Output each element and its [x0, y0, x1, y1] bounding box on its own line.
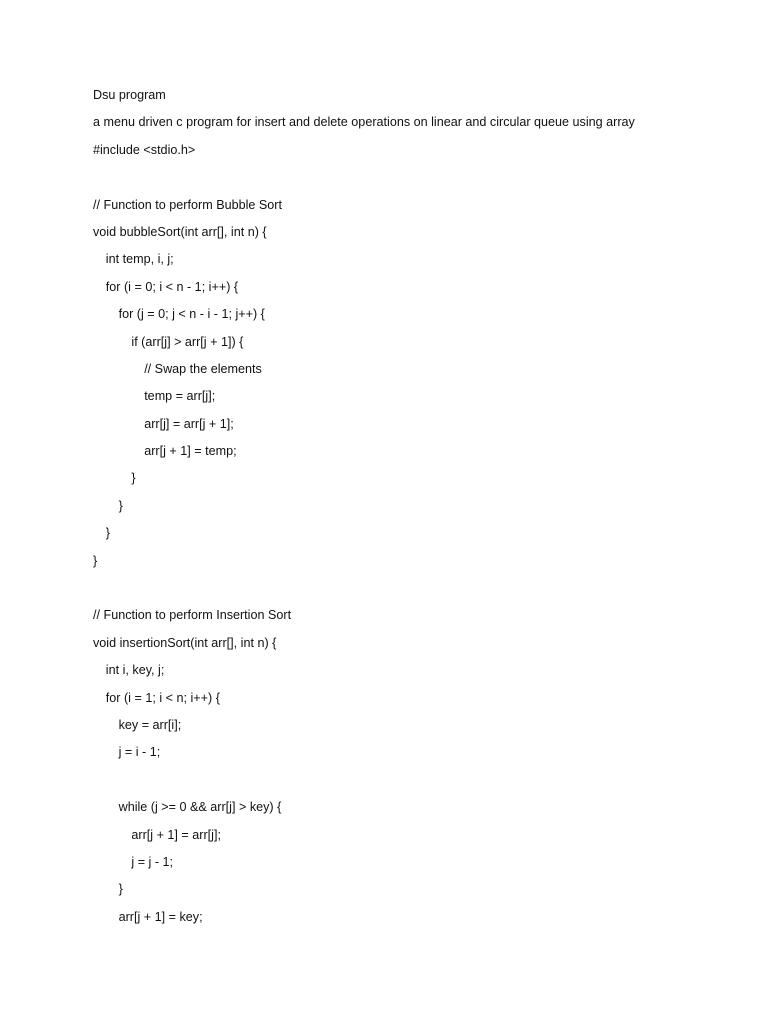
- text-line: j = i - 1;: [118, 745, 161, 760]
- text-line: for (i = 0; i < n - 1; i++) {: [105, 279, 239, 294]
- text-line: arr[j] = arr[j + 1];: [144, 416, 234, 431]
- text-line: // Function to perform Insertion Sort: [93, 608, 292, 623]
- blank-line: [93, 575, 733, 602]
- text-line: if (arr[j] > arr[j + 1]) {: [131, 334, 244, 349]
- blank-line: [93, 767, 733, 794]
- text-line: arr[j + 1] = temp;: [144, 444, 237, 459]
- text-line: }: [131, 471, 136, 486]
- text-line: #include <stdio.h>: [93, 142, 196, 157]
- text-line: arr[j + 1] = key;: [118, 909, 203, 924]
- text-line: for (j = 0; j < n - i - 1; j++) {: [118, 307, 265, 322]
- text-line: a menu driven c program for insert and delete operations on linear and circular queue using array: [93, 115, 635, 130]
- text-line: void insertionSort(int arr[], int n) {: [93, 635, 277, 650]
- text-line: j = j - 1;: [131, 854, 174, 869]
- text-line: }: [118, 498, 123, 513]
- blank-line: [93, 164, 733, 191]
- text-line: }: [105, 526, 111, 541]
- text-line: }: [118, 882, 123, 897]
- text-line: // Function to perform Bubble Sort: [93, 197, 282, 212]
- text-line: // Swap the elements: [144, 361, 262, 376]
- text-line: }: [93, 553, 98, 568]
- text-line: for (i = 1; i < n; i++) {: [105, 690, 220, 705]
- text-line: arr[j + 1] = arr[j];: [131, 827, 221, 842]
- text-line: key = arr[i];: [118, 717, 182, 732]
- text-line: Dsu program: [93, 88, 166, 102]
- text-line: int i, key, j;: [105, 663, 165, 678]
- text-line: void bubbleSort(int arr[], int n) {: [93, 224, 267, 239]
- document-body: [93, 82, 733, 931]
- text-line: temp = arr[j];: [144, 389, 216, 404]
- text-line: while (j >= 0 && arr[j] > key) {: [118, 800, 282, 815]
- text-line: int temp, i, j;: [105, 252, 174, 267]
